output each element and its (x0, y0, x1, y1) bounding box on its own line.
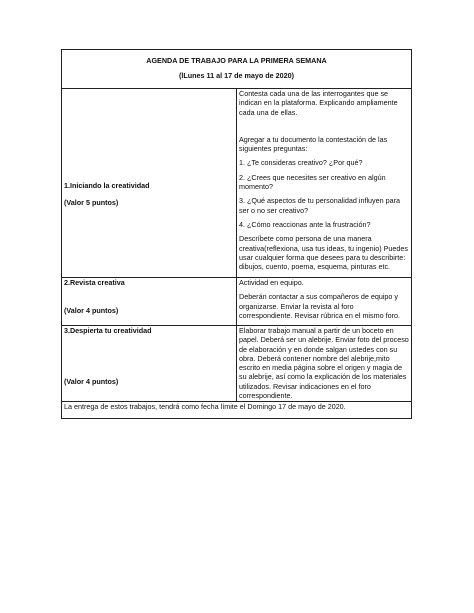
header-row (62, 50, 412, 89)
question-item: 1. ¿Te consideras creativo? ¿Por qué? (239, 158, 363, 168)
activity-name: 2.Revista creativa (64, 278, 125, 287)
instruction-paragraph: Agregar a tu documento la contestación de las siguientes preguntas: (239, 134, 388, 154)
activity-name: 1.Iniciando la creatividad (64, 181, 150, 190)
question-item: 3. ¿Qué aspectos de tu personalidad influyen para ser o no ser creativo? (239, 196, 401, 215)
instruction-paragraph: Deberán contactar a sus compañeros de equipo y organizarse. Enviar la revista al foro correspondiente. Revisar rúbrica en el mismo foro. (239, 292, 400, 320)
question-item: 4. ¿Cómo reaccionas ante la frustración? (239, 219, 371, 229)
activity-points: (Valor 4 puntos) (64, 306, 119, 316)
activity-row (62, 278, 412, 326)
header-cell (62, 50, 412, 89)
agenda-title: AGENDA DE TRABAJO PARA LA PRIMERA SEMANA (146, 56, 327, 65)
agenda-dates: (lLunes 11 al 17 de mayo de 2020) (178, 71, 295, 81)
activity-description-cell (237, 89, 412, 278)
instruction-paragraph: Contesta cada una de las interrogantes que se indican en la plataforma. Explicando ampliamente cada una de ellas. (239, 89, 398, 117)
activity-description-cell (237, 326, 412, 402)
activity-description-cell (237, 278, 412, 326)
instruction-paragraph: Elaborar trabajo manual a partir de un boceto en papel. Deberá ser un alebrije. Enviar foto del proceso de elaboración y en donde salgan ustedes con su obra. Deberá contener nombre del alebrije,mito escrito en media página sobre el origen y magia de su alebrije, así como la explicación de los materiales utilizados. Revisar indicaciones en el foro correspondiente. (239, 326, 409, 401)
activity-label-cell (62, 326, 237, 402)
deadline-note: La entrega de estos trabajos, tendrá como fecha límite el Domingo 17 de mayo de 2020. (62, 402, 412, 419)
question-item: 2. ¿Crees que necesites ser creativo en algún momento? (239, 172, 386, 192)
agenda-table (61, 49, 412, 419)
activity-row (62, 89, 412, 278)
activity-points: (Valor 5 puntos) (64, 198, 119, 208)
activity-label-cell (62, 89, 237, 278)
footer-row (62, 402, 412, 419)
activity-points: (Valor 4 puntos) (64, 377, 119, 387)
activity-row (62, 326, 412, 402)
activity-name: 3.Despierta tu creatividad (64, 326, 152, 335)
instruction-paragraph: Descríbete como persona de una manera creativa(reflexiona, usa tus ideas, tu ingenio) Puedes usar cualquier forma que desees para tu describirte: dibujos, cuento, poema, esquema, pinturas etc. (239, 234, 409, 272)
instruction-paragraph: Actividad en equipo. (239, 278, 304, 287)
activity-label-cell (62, 278, 237, 326)
